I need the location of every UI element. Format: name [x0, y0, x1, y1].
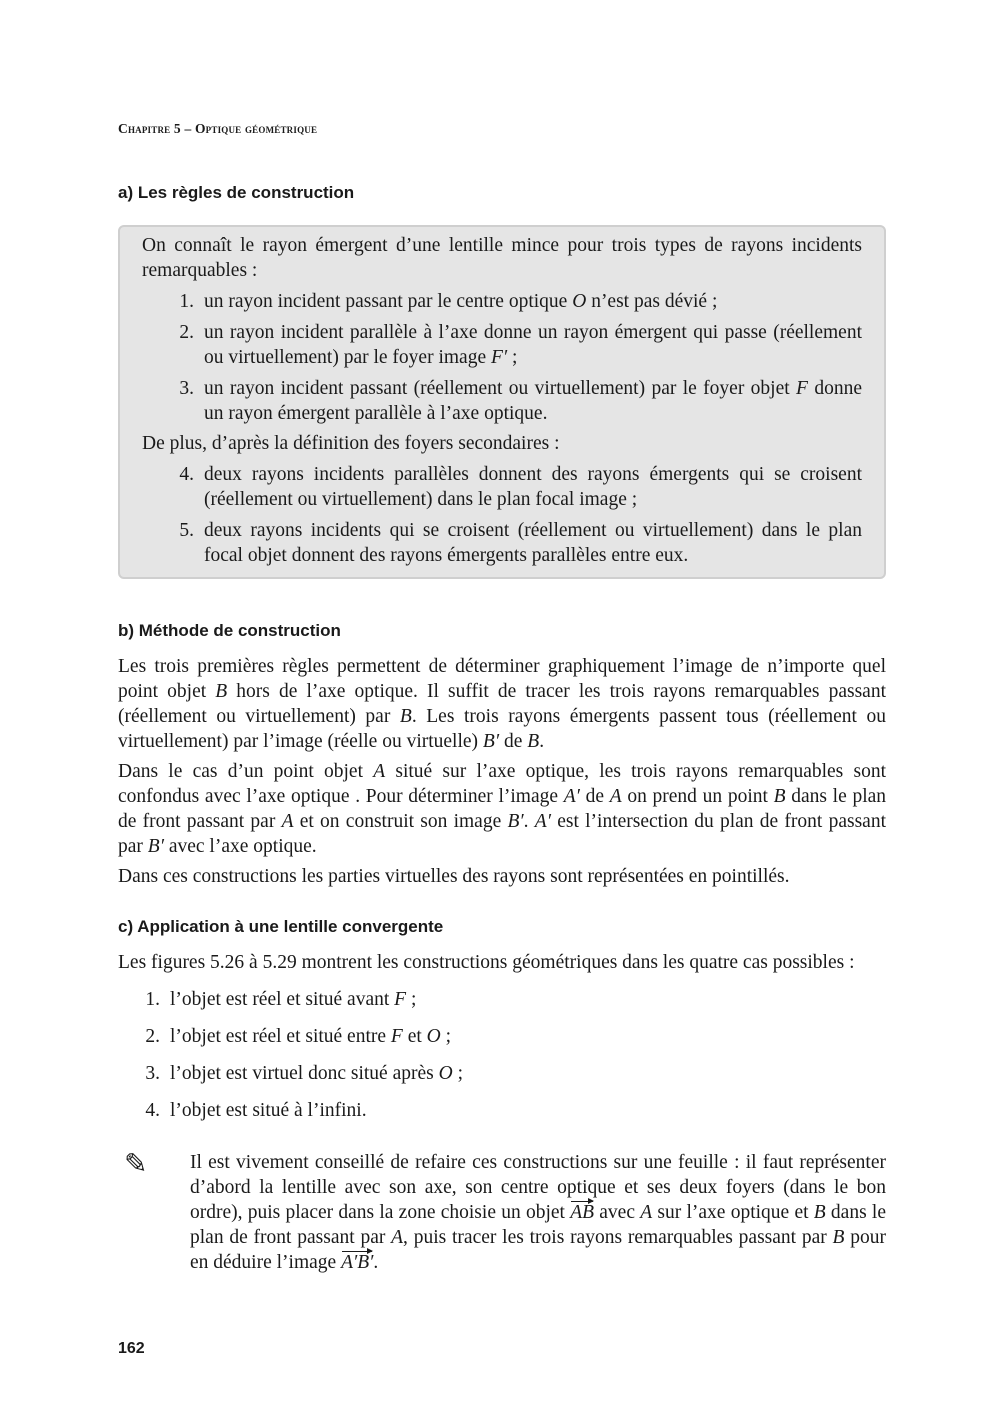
text-run: sur l’axe optique et: [652, 1202, 814, 1223]
list-number: 2.: [179, 322, 194, 343]
note: [118, 1150, 886, 1275]
math-variable: O: [572, 291, 587, 312]
text-run: l’objet est réel et situé avant: [170, 989, 395, 1010]
text-run: De plus, d’après la définition des foyers secondaires :: [142, 433, 560, 454]
math-variable: B: [813, 1202, 826, 1223]
text-run: dans le plan de front passant par: [190, 1202, 886, 1248]
text-run: , puis tracer les trois rayons remarquables passant par: [403, 1227, 833, 1248]
pencil-icon: ✎: [124, 1149, 148, 1180]
list-number: 1.: [145, 989, 160, 1010]
section-c-body: [118, 950, 886, 1123]
text-run: avec: [594, 1202, 641, 1223]
math-variable: O: [438, 1063, 453, 1084]
page-number: 162: [118, 1340, 145, 1357]
math-variable: F: [394, 989, 407, 1010]
list-number: 2.: [145, 1026, 160, 1047]
text-run: ;: [406, 989, 417, 1010]
list-number: 4.: [179, 464, 194, 485]
text-run: Les trois premières règles permettent de déterminer graphiquement l’image de n’importe quel point objet: [118, 656, 886, 702]
text-run: On connaît le rayon émergent d’une lentille mince pour trois types de rayons incidents remarquables :: [142, 235, 862, 281]
list-text: [204, 320, 862, 370]
text-run: avec l’axe optique.: [163, 836, 317, 857]
paragraph: [118, 759, 886, 859]
text-run: deux rayons incidents qui se croisent (réellement ou virtuellement) dans le plan focal objet donnent des rayons émergents parallèles entre eux.: [204, 520, 862, 566]
list-item: [142, 462, 862, 512]
rules-box: [118, 225, 886, 579]
text-run: .: [373, 1252, 379, 1273]
math-variable: A: [281, 811, 294, 832]
list-number: 4.: [145, 1100, 160, 1121]
running-head: Chapitre 5 – Optique géométrique: [118, 121, 318, 136]
list-text: [204, 289, 862, 314]
text-run: Les figures 5.26 à 5.29 montrent les constructions géométriques dans les quatre cas possibles :: [118, 952, 855, 973]
section-b-heading: b) Méthode de construction: [118, 621, 341, 640]
rules-list-1: [142, 289, 862, 426]
section-a-heading: a) Les règles de construction: [118, 183, 355, 202]
list-item: [118, 1024, 886, 1049]
math-variable: B: [215, 681, 228, 702]
math-variable: A: [373, 761, 386, 782]
math-variable: A: [640, 1202, 653, 1223]
math-variable: A: [609, 786, 622, 807]
math-variable: B: [832, 1227, 845, 1248]
text-run: ;: [452, 1063, 463, 1084]
section-b-body: [118, 654, 886, 889]
note-text: [190, 1150, 886, 1275]
list-number: 5.: [179, 520, 194, 541]
math-variable: B′: [482, 731, 500, 752]
list-item: [142, 289, 862, 314]
math-variable: B′: [507, 811, 524, 832]
text-run: . Les trois rayons émergents passent tous (réellement ou virtuellement) par l’image (réelle ou virtuelle): [118, 706, 887, 752]
text-run: un rayon incident passant par le centre optique: [204, 291, 573, 312]
list-item: [142, 518, 862, 568]
text-run: et on construit son image: [293, 811, 508, 832]
list-text: [170, 1098, 886, 1123]
text-run: ;: [440, 1026, 452, 1047]
text-run: deux rayons incidents parallèles donnent des rayons émergents qui se croisent (réellement ou virtuellement) dans le plan focal image ;: [204, 464, 862, 510]
list-text: [204, 462, 862, 512]
text-run: ;: [507, 347, 518, 368]
list-number: 3.: [145, 1063, 160, 1084]
list-item: [142, 320, 862, 370]
text-run: Dans ces constructions les parties virtuelles des rayons sont représentées en pointillés.: [118, 866, 790, 887]
math-variable: B: [527, 731, 540, 752]
list-item: [142, 376, 862, 426]
math-variable: B′: [147, 836, 164, 857]
text-run: un rayon incident parallèle à l’axe donne un rayon émergent qui passe (réellement ou virtuellement) par le foyer image: [204, 322, 862, 368]
math-variable: F: [796, 378, 808, 399]
list-text: [170, 1061, 886, 1086]
list-text: [204, 376, 862, 426]
list-text: [170, 987, 886, 1012]
vector: A′B′: [341, 1252, 374, 1273]
list-item: [118, 987, 886, 1012]
text-run: Il est vivement conseillé de refaire ces constructions sur une feuille : il faut représenter d’abord la lentille avec son axe, son centre optique et ses deux foyers (dans le bon ordre), puis placer dans la zone choisie un objet: [190, 1152, 886, 1223]
text-run: on prend un point: [621, 786, 774, 807]
text-run: l’objet est situé à l’infini.: [170, 1100, 367, 1121]
list-item: [118, 1098, 886, 1123]
text-run: donne un rayon émergent parallèle à l’axe optique.: [204, 378, 862, 424]
text-run: Dans le cas d’un point objet: [118, 761, 374, 782]
text-run: de: [579, 786, 610, 807]
paragraph: [118, 864, 886, 889]
paragraph: [118, 950, 886, 975]
math-variable: F: [390, 1026, 403, 1047]
text-run: n’est pas dévié ;: [586, 291, 718, 312]
math-variable: O: [426, 1026, 441, 1047]
list-number: 1.: [179, 291, 194, 312]
math-variable: A′: [534, 811, 551, 832]
text-run: pour en déduire l’image: [190, 1227, 887, 1273]
text-run: l’objet est réel et situé entre: [170, 1026, 391, 1047]
text-run: de: [499, 731, 528, 752]
text-run: est l’intersection du plan de front passant par: [118, 811, 886, 857]
cases-list: [118, 987, 886, 1123]
list-number: 3.: [179, 378, 194, 399]
vector: AB: [570, 1202, 595, 1223]
text-run: hors de l’axe optique. Il suffit de tracer les trois rayons remarquables passant (réellement ou virtuellement) par: [118, 681, 886, 727]
text-run: situé sur l’axe optique, les trois rayons remarquables sont confondus avec l’axe optique . Pour déterminer l’image: [118, 761, 886, 807]
text-run: dans le plan de front passant par: [118, 786, 887, 832]
math-variable: F′: [490, 347, 508, 368]
list-text: [170, 1024, 886, 1049]
rules-middle: [142, 431, 862, 456]
text-run: .: [539, 731, 545, 752]
math-variable: B: [773, 786, 786, 807]
math-variable: B: [399, 706, 412, 727]
text-run: et: [402, 1026, 427, 1047]
list-text: [204, 518, 862, 568]
paragraph: [118, 654, 886, 754]
math-variable: A: [391, 1227, 404, 1248]
section-c-heading: c) Application à une lentille convergente: [118, 917, 444, 936]
math-variable: A′: [563, 786, 580, 807]
text-run: un rayon incident passant (réellement ou virtuellement) par le foyer objet: [204, 378, 797, 399]
list-item: [118, 1061, 886, 1086]
rules-list-2: [142, 462, 862, 568]
text-run: l’objet est virtuel donc situé après: [170, 1063, 439, 1084]
rules-intro: [142, 233, 862, 283]
text-run: .: [523, 811, 535, 832]
